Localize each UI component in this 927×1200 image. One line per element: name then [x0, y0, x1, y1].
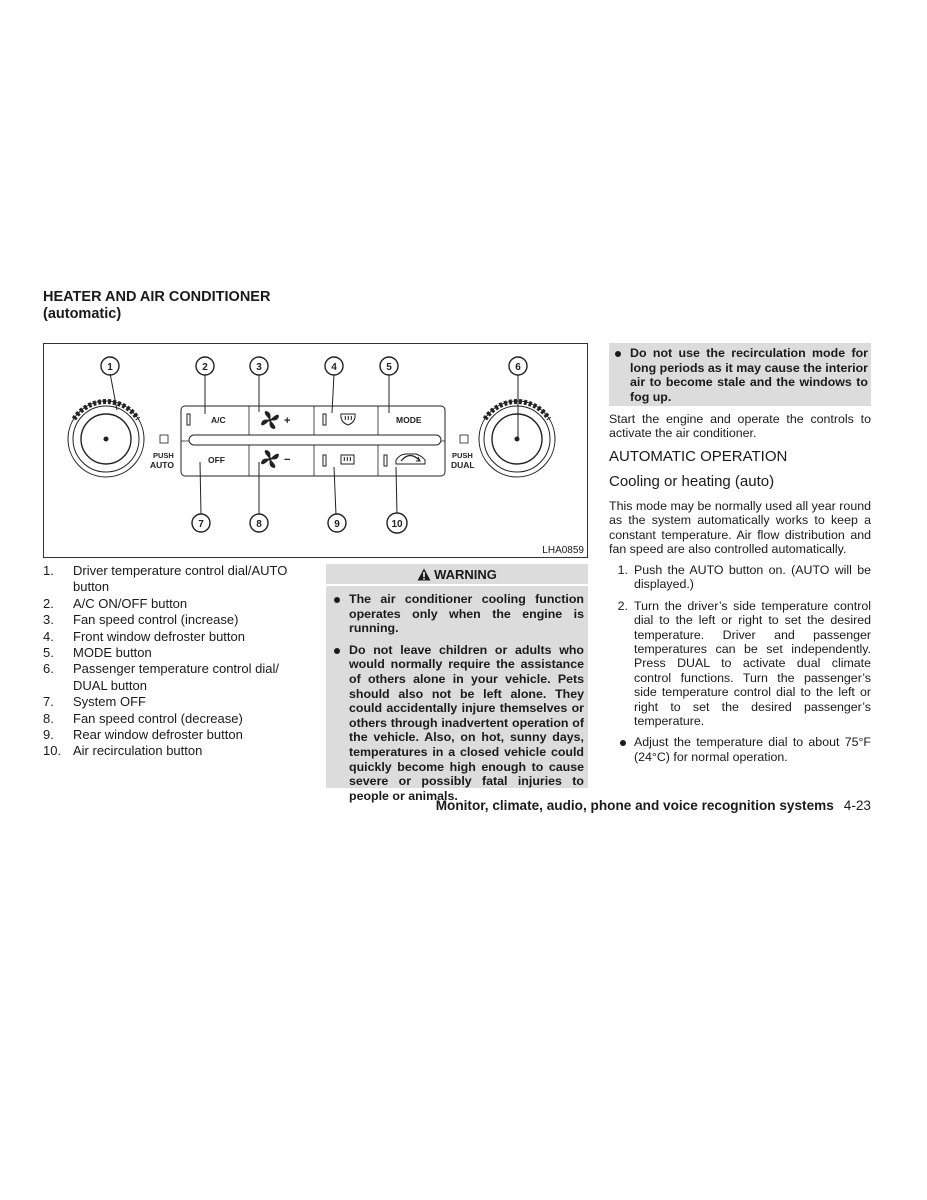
legend-number: 2. — [43, 595, 54, 611]
front-defrost-icon — [341, 414, 355, 425]
callout-label: 6 — [515, 362, 521, 373]
caution-text: Do not use the recirculation mode for long periods as it may cause the interior air to become stale and the windows to fog up. — [630, 346, 868, 404]
off-button-label: OFF — [208, 455, 225, 465]
callout-label: 9 — [334, 519, 340, 530]
driver-temperature-dial — [68, 401, 144, 477]
list-item — [43, 694, 313, 710]
list-item — [43, 645, 313, 661]
legend-number: 4. — [43, 628, 54, 644]
figure-legend — [43, 563, 313, 760]
bullet-icon — [332, 592, 349, 636]
list-item — [332, 643, 584, 804]
legend-text: MODE button — [73, 645, 152, 661]
callout-label: 4 — [331, 362, 337, 373]
recirculation-caution — [609, 343, 871, 406]
recirculation-icon — [396, 454, 425, 464]
legend-number: 7. — [43, 694, 54, 710]
step-text: Push the AUTO button on. (AUTO will be displayed.) — [634, 563, 871, 592]
legend-number: 1. — [43, 563, 54, 578]
legend-number: 10. — [43, 743, 62, 759]
legend-text: Front window defroster button — [73, 628, 245, 644]
callout-label: 8 — [256, 519, 262, 530]
step-number: 1. — [617, 563, 628, 577]
legend-text: Passenger temperature control dial/ DUAL button — [73, 661, 279, 693]
control-panel-figure — [43, 343, 588, 558]
warning-list — [326, 592, 588, 803]
section-title — [43, 289, 270, 323]
legend-text: Driver temperature control dial/AUTO button — [73, 563, 288, 595]
warning-box — [326, 564, 588, 803]
push-dual-label-2: DUAL — [451, 460, 475, 470]
callout-label: 10 — [391, 519, 403, 530]
legend-text: Rear window defroster button — [73, 727, 243, 743]
legend-text: Air recirculation button — [73, 743, 203, 759]
automatic-operation-heading: AUTOMATIC OPERATION — [609, 448, 788, 465]
list-item — [332, 592, 584, 636]
ac-button-label: A/C — [211, 415, 226, 425]
list-item — [43, 563, 313, 596]
auto-indicator — [160, 435, 168, 443]
list-item — [609, 599, 871, 729]
page-number: 4-23 — [843, 798, 871, 813]
dual-indicator — [460, 435, 468, 443]
legend-text: Fan speed control (increase) — [73, 612, 239, 628]
section-title-line1: HEATER AND AIR CONDITIONER — [43, 289, 271, 305]
list-item — [43, 596, 313, 612]
ac-indicator — [187, 414, 190, 425]
list-item — [43, 661, 313, 694]
defrost-indicator — [323, 414, 326, 425]
bullet-text: Adjust the temperature dial to about 75°F (24°C) for normal operation. — [634, 735, 871, 764]
warning-text: Do not leave children or adults who would normally require the assistance of others alone in your vehicle. Pets should also not be left alone. They could accidentally injure themselves or others through inadvertent operation of the vehicle. Also, on hot, sunny days, temperatures in a closed vehicle could quickly become high enough to cause severe or possibly fatal injuries to people or animals. — [349, 642, 584, 803]
list-item — [43, 612, 313, 628]
auto-mode-paragraph: This mode may be normally used all year round as the system automatically works to keep a constant temperature. Air flow distribution and fan speed are also controlled automatically. — [609, 499, 871, 557]
warning-title: WARNING — [434, 566, 497, 582]
figure-code: LHA0859 — [542, 545, 584, 556]
callout-label: 5 — [386, 362, 392, 373]
legend-text: A/C ON/OFF button — [73, 595, 188, 611]
rear-defrost-icon — [341, 455, 354, 464]
section-title-line2: (automatic) — [43, 306, 122, 322]
passenger-temperature-dial — [479, 401, 555, 477]
rear-defrost-indicator — [323, 455, 326, 466]
recirc-indicator — [384, 455, 387, 466]
legend-number: 3. — [43, 612, 54, 628]
fan-increase-icon — [261, 411, 279, 429]
bullet-icon — [332, 643, 349, 804]
legend-text: Fan speed control (decrease) — [73, 710, 243, 726]
bullet-icon — [609, 735, 634, 764]
legend-number: 5. — [43, 645, 54, 661]
mode-button-label: MODE — [396, 415, 422, 425]
step-number: 2. — [617, 598, 628, 613]
fan-minus-label: − — [284, 454, 291, 466]
list-item — [609, 735, 871, 764]
push-dual-label-1: PUSH — [452, 451, 473, 460]
list-item — [43, 743, 313, 759]
intro-paragraph: Start the engine and operate the controls to activate the air conditioner. — [609, 412, 871, 441]
step-text: Turn the driver’s side temperature control dial to the left or right to set the desired temperature. Driver and passenger temperatures can be set independently. Press DUAL to activate dual climate control functions. Turn the passenger’s side temperature control dial to the left or right to set the desired passenger’s temperature. — [634, 598, 871, 729]
footer-title: Monitor, climate, audio, phone and voice recognition systems — [435, 798, 834, 813]
legend-number: 8. — [43, 710, 54, 726]
legend-number: 6. — [43, 661, 54, 677]
warning-header — [326, 564, 588, 586]
push-auto-label-1: PUSH — [153, 451, 174, 460]
fan-decrease-icon — [261, 450, 279, 468]
list-item — [43, 727, 313, 743]
control-panel-illustration — [44, 344, 589, 559]
page-footer — [436, 798, 871, 813]
push-auto-label-2: AUTO — [150, 460, 174, 470]
list-item — [43, 711, 313, 727]
bullet-icon — [613, 346, 630, 406]
cooling-heating-subheading: Cooling or heating (auto) — [609, 473, 775, 490]
callout-label: 3 — [256, 362, 262, 373]
legend-number: 9. — [43, 727, 54, 743]
legend-text: System OFF — [73, 694, 146, 710]
list-item — [43, 629, 313, 645]
warning-triangle-icon — [417, 568, 431, 581]
steps-list — [609, 563, 871, 771]
warning-text: The air conditioner cooling function operates only when the engine is running. — [349, 592, 584, 636]
fan-plus-label: + — [284, 415, 291, 427]
callout-label: 1 — [107, 362, 113, 373]
list-item — [609, 563, 871, 592]
callout-label: 7 — [198, 519, 204, 530]
callout-label: 2 — [202, 362, 208, 373]
